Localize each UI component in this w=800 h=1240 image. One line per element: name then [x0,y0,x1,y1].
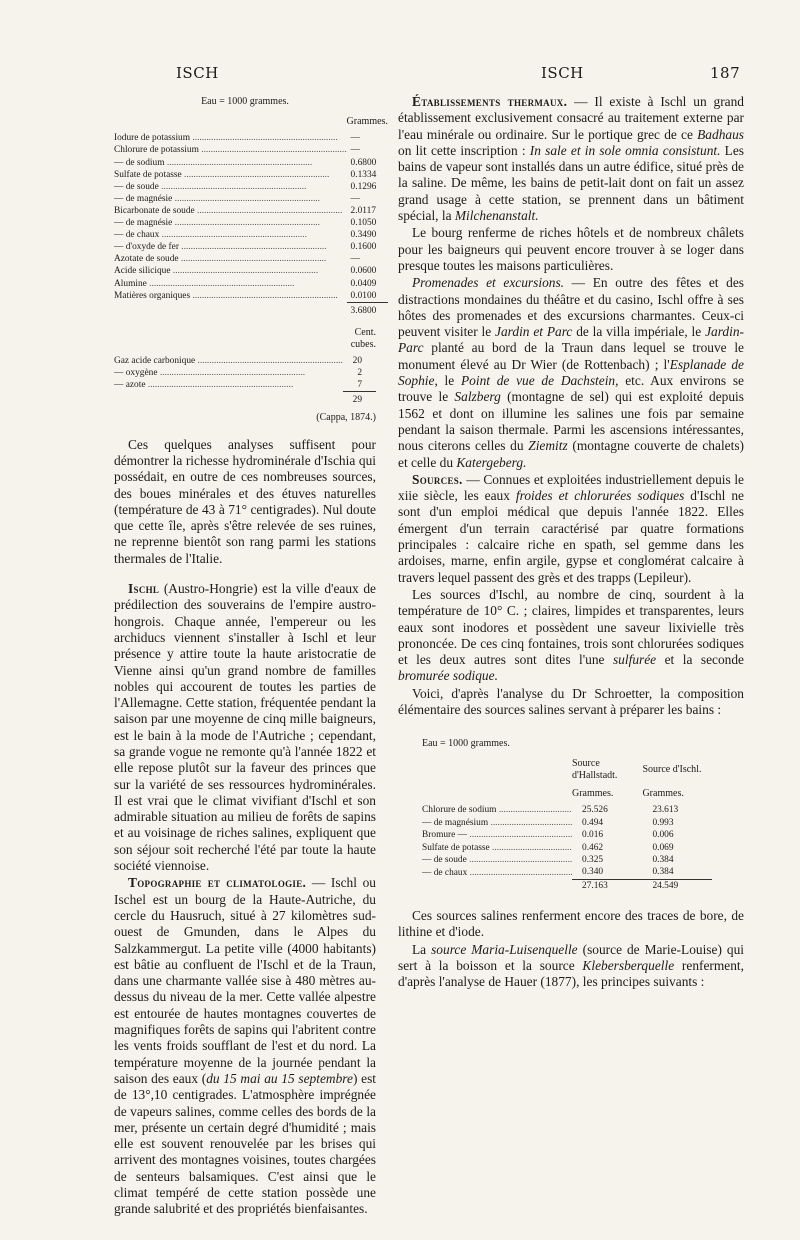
substance-name: Gaz acide carbonique [114,355,196,366]
entry-heading-ischl: Ischl [128,581,160,597]
substance-name: — azote [114,380,146,391]
table3-row-value: 0.006 [652,830,674,841]
substance-name: Chlorure de potassium [114,145,199,156]
leader-dots [147,279,295,289]
substance-name: — de magnésium [422,817,489,828]
leader-dots [496,805,572,815]
paragraph-maria-luisenquelle: La source Maria-Luisenquelle (source de Marie-Louise) qui sert à la boisson et la source Klebersberquelle renferment, d'après l'analyse de Hauer (1877), les principes suivants : [398,941,744,990]
table1-row [114,181,388,193]
table1-row-value: 0.1050 [350,218,377,229]
table1-title: Eau = 1000 grammes. [201,96,289,107]
table1-row [114,144,388,156]
table1-row [114,265,388,277]
table3-unit2: Grammes. [642,788,684,800]
table3-row [422,804,712,816]
table1-row-label [114,278,347,290]
leader-dots [490,843,572,853]
table1-row-value: — [350,133,360,144]
paragraph-sources: Sources. — Connues et exploitées industriellement depuis le xiie siècle, les eaux froides et chlorurées sodiques d'Ischl ne sont d'un emploi médical que depuis l'année 1822. Elles émergent d'un terrain caractérisé par quatre formations principales : calcaire riche en spath, sel gemme dans les ardoises, marne, enfin argile, gypse et conglomérat calcaire à travers lequel passent des grès et des trapps (Lepileur). [398,471,744,585]
table1-row-value: 2.0117 [350,205,376,216]
substance-name: — de chaux [422,867,468,878]
substance-name: Bromure — [422,830,468,841]
table3-salines [422,738,712,892]
running-head-left: ISCH [176,64,219,82]
running-head-right: ISCH [541,64,584,82]
paragraph-ischia-summary: Ces quelques analyses suffisent pour démontrer la richesse hydrominérale d'Ischia qui possédait, en outre de ces nombreuses sources, des boues minérales et des étuves naturelles (température de 43 à 71° centigrades). Nul doute que cette île, après s'être relevée de ses ruines, ne reprenne bientôt son rang parmi les stations thermales de l'Italie. [114,436,376,566]
leader-dots [159,182,307,192]
leader-dots [159,230,307,240]
table3-col-ischl: Source d'Ischl. [642,764,702,776]
table2-row [114,355,376,367]
table1-row-value: 0.0600 [350,266,377,277]
table2-row-label [114,367,343,379]
table1-row-value: 0.1334 [350,169,377,180]
section-heading-topography: Topographie et climatologie. [128,875,307,891]
table1-row-label [114,229,347,241]
leader-dots [157,368,305,378]
table1-row-label [114,132,347,144]
table1-row [114,278,388,290]
table3-row-label [422,804,572,816]
table1-composition [114,116,388,317]
page-number: 187 [710,64,741,82]
leader-dots [190,133,338,143]
table3-row-value: 0.069 [652,842,674,853]
table3-row [422,817,712,829]
table3-row-value: 25.526 [582,805,608,816]
leader-dots [171,266,319,276]
table2-gases [114,327,376,407]
left-column [114,94,388,1219]
table2-row [114,367,376,379]
table2-row-value: 7 [357,380,362,391]
paragraph-establishments: Établissements thermaux. — Il existe à Ischl un grand établissement exclusivement consacré au traitement externe par l'eau minérale ou ordinaire. Sur le portique grec de ce Badhaus on lit cette inscription : In sale et in sole omnia consistunt. Les bains de vapeur sont installés dans un autre édifice, situé près de la saline. De même, les bains de petit-lait dont on fait un assez grand usage à cette station, se prennent dans un bâtiment spécial, la Milchenanstalt. [398,94,744,224]
table1-row [114,157,388,169]
leader-dots [199,145,347,155]
table1-row-label [114,290,347,303]
paragraph-bourg: Le bourg renferme de riches hôtels et de nombreux châlets pour les baigneurs qui peuvent encore trouver à se loger dans presque toutes les maisons particulières. [398,225,744,273]
table1-row-label [114,144,347,156]
leader-dots [172,194,320,204]
table3-row [422,854,712,866]
section-heading-promenades: Promenades et excursions. [412,275,565,291]
table3-row-value: 0.325 [582,854,604,865]
table1-row [114,205,388,217]
table1-row [114,193,388,205]
table1-row-value: 0.0409 [350,278,377,289]
table2-unit: Cent. cubes. [350,326,376,350]
table1-row-value: 0.0100 [350,290,377,301]
table1-row-value: 0.1600 [350,242,377,253]
table3-col-hallstadt: Source d'Hallstadt. [572,758,618,782]
table1-row-label [114,241,347,253]
table2-row-value: 2 [357,368,362,379]
substance-name: — de soude [114,181,159,192]
table1-row [114,241,388,253]
table1-row-value: 0.1296 [350,181,377,192]
table3-row-value: 0.494 [582,817,604,828]
leader-dots [182,170,330,180]
substance-name: Acide silicique [114,266,171,277]
table1-row-label [114,217,347,229]
leader-dots [195,356,343,366]
paragraph-traces: Ces sources salines renferment encore des traces de bore, de lithine et d'iode. [398,908,744,940]
substance-name: Azotate de soude [114,254,179,265]
substance-name: — de magnésie [114,193,173,204]
table1-row-value: 0.3490 [350,230,377,241]
substance-name: Alumine [114,278,147,289]
leader-dots [467,855,572,865]
table3-total-hallstadt: 27.163 [572,879,642,892]
leader-dots [195,206,343,216]
substance-name: — de magnésie [114,218,173,229]
table1-row-value: 0.6800 [350,157,377,168]
table1-row-value: — [350,254,360,265]
table2-total: 29 [343,392,376,407]
right-column [398,94,744,992]
paragraph-analysis-intro: Voici, d'après l'analyse du Dr Schroetter, la composition élémentaire des sources salines servant à préparer les bains : [398,685,744,717]
table1-row [114,229,388,241]
table1-row-label [114,205,347,217]
table1-row-label [114,193,347,205]
substance-name: Matières organiques [114,290,191,301]
table2-row-value: 20 [352,355,362,366]
table2-citation: (Cappa, 1874.) [316,412,376,424]
table1-row-value: — [350,193,360,204]
substance-name: Bicarbonate de soude [114,205,195,216]
table1-row-label [114,253,347,265]
table1-row-value: — [350,145,360,156]
table2-row-label [114,355,343,367]
table3-row-value: 0.340 [582,867,604,878]
leader-dots [172,218,320,228]
leader-dots [179,242,327,252]
section-heading-establishments: Établissements thermaux. [412,94,568,109]
table3-row-label [422,829,572,841]
paragraph-ischl-intro: Ischl (Austro-Hongrie) est la ville d'eaux de prédilection des souverains de l'empire austro-hongrois. Chaque année, l'empereur ou les archiducs viennent s'installer à Ischl et leur présence y attire toute la haute aristocratie de Vienne ainsi qu'un grand nombre de familles nobles qui accourent de toutes les parties de l'Allemagne. Cette station, fréquentée pendant la saison par une moyenne de cinq mille baigneurs, est le bain à la mode de l'Autriche ; cependant, sa grande vogue ne remonte qu'à l'année 1822 et elle repose plutôt sur la faveur des princes que sur la variété de ses ressources hydrominérales. Il est vrai que le climat vivifiant d'Ischl et son admirable situation au milieu de forêts de sapins et au voisinage de riches salines, expliquent que son séjour soit recherché l'été par toute la haute société viennoise. [114,581,376,874]
substance-name: Sulfate de potasse [422,842,490,853]
table3-row-value: 0.384 [652,854,674,865]
table3-row [422,866,712,879]
substance-name: — d'oxyde de fer [114,242,179,253]
substance-name: Sulfate de potasse [114,169,182,180]
table3-row [422,842,712,854]
table1-row [114,253,388,265]
table1-unit: Grammes. [346,116,388,128]
table3-total-ischl: 24.549 [642,879,712,892]
table3-row-value: 0.384 [652,867,674,878]
substance-name: — de soude [422,854,467,865]
leader-dots [488,818,572,828]
leader-dots [190,291,338,301]
table3-row-value: 0.462 [582,842,604,853]
table1-row-label [114,265,347,277]
table2-row [114,379,376,392]
table3-row-value: 0.993 [652,817,674,828]
table3-unit1: Grammes. [572,788,614,800]
substance-name: — de sodium [114,157,165,168]
table3-row-label [422,866,572,879]
substance-name: — de chaux [114,230,160,241]
paragraph-topography: Topographie et climatologie. — Ischl ou Ischel est un bourg de la Haute-Autriche, du cercle du Hausruch, situé à 27 kilomètres sud-ouest de Gmunden, dans le Alpes du Salzkammergut. La petite ville (4000 habitants) est bâtie au confluent de l'Ischl et de la Traun, dans une charmante vallée sise à 480 mètres au-dessus du niveau de la mer. Cette vallée alpestre est entourée de hautes montagnes couvertes de magnifiques forêts de sapins qui l'abritent contre les vents froids soufflant de l'est et du nord. La température moyenne de la journée pendant la saison des eaux (du 15 mai au 15 septembre) est de 13°,10 centigrades. L'atmosphère imprégnée de vapeurs salines, comme celles des bords de la mer, présente un certain degré d'humidité ; mais elle est souvent renouvelée par les brises qui arrivent des montagnes voisines, toutes chargées de senteurs balsamiques. C'est ainsi que le climat tempéré de cette station possède une grande salubrité et des propriétés bienfaisantes. [114,875,376,1217]
table3-title: Eau = 1000 grammes. [422,738,510,750]
paragraph-promenades: Promenades et excursions. — En outre des fêtes et des distractions mondaines du théâtre et du casino, Ischl offre à ses hôtes des promenades et des excursions charmantes. Ceux-ci peuvent visiter le Jardin et Parc de la villa impériale, le Jardin-Parc planté au bord de la Traun dans lequel se trouve le monument élevé au Dr Wier (de Rottenbach) ; l'Esplanade de Sophie, le Point de vue de Dachstein, etc. Aux environs se trouve le Salzberg (montagne de sel) qui est exploité depuis 1562 et dont on illumine les salines une fois par semaine pendant la saison thermale. Parmi les ascensions intéressantes, nous citerons celles du Ziemitz (montagne couverte de chalets) et celle du Katergeberg. [398,275,745,470]
leader-dots [467,868,572,878]
paragraph-sources-description: Les sources d'Ischl, au nombre de cinq, sourdent à la température de 10° C. ; claires, limpides et transparentes, leurs eaux sont inodores et possèdent une saveur lixivielle très prononcée. De ces cinq fontaines, trois sont chlorurées sodiques et les deux autres sont dites l'une sulfurée et la seconde bromurée sodique. [398,586,744,684]
table3-row-label [422,842,572,854]
table1-row-label [114,157,347,169]
leader-dots [165,158,313,168]
table1-row [114,169,388,181]
substance-name: Iodure de potassium [114,133,191,144]
table1-row-label [114,181,347,193]
table3-row-value: 23.613 [652,805,679,816]
table1-row [114,217,388,229]
substance-name: Chlorure de sodium [422,805,497,816]
leader-dots [179,254,327,264]
leader-dots [146,380,294,390]
table3-row [422,829,712,841]
table1-row [114,290,388,303]
table1-row [114,132,388,144]
table1-total: 3.6800 [347,302,388,317]
table2-row-label [114,379,343,392]
table3-row-label [422,817,572,829]
substance-name: — oxygène [114,368,158,379]
table3-row-value: 0.016 [582,830,604,841]
section-heading-sources: Sources. [412,471,463,487]
table3-row-label [422,854,572,866]
table1-row-label [114,169,347,181]
leader-dots [467,830,572,840]
